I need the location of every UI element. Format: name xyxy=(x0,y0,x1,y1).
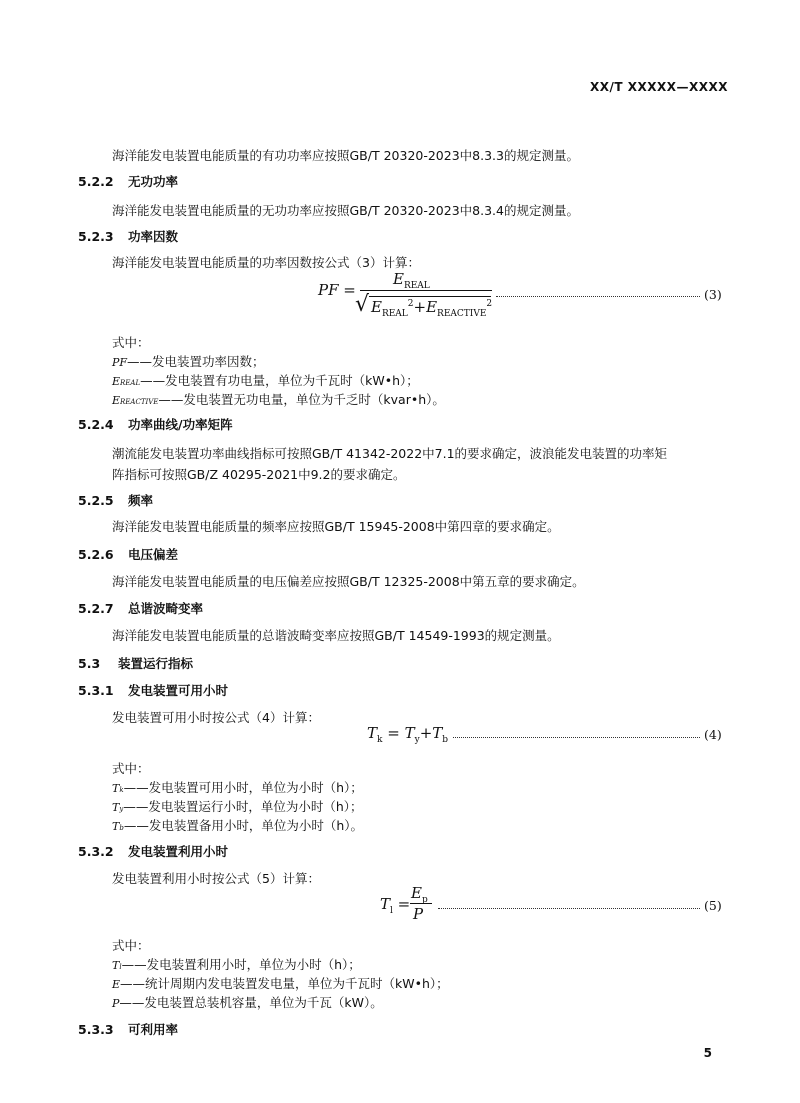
paragraph-power-curve-line1: 潮流能发电装置功率曲线指标可按照GB/T 41342-2022中7.1的要求确定，波浪能发电装置的功率矩 xyxy=(112,446,668,461)
section-title: 可利用率 xyxy=(128,1022,179,1037)
page-number: 5 xyxy=(703,1046,712,1060)
equation-5-denominator: P xyxy=(413,905,424,923)
paragraph-available-hours: 发电装置可用小时按公式（4）计算： xyxy=(112,710,320,725)
equation-5-numerator: $E_p$ xyxy=(411,884,428,905)
equation-5-lhs: $T_l$ = xyxy=(380,895,411,916)
paragraph-utilization-hours: 发电装置利用小时按公式（5）计算： xyxy=(112,871,320,886)
paragraph-voltage: 海洋能发电装置电能质量的电压偏差应按照GB/T 12325-2008中第五章的要求确定。 xyxy=(112,574,585,589)
section-title: 功率曲线/功率矩阵 xyxy=(128,417,233,432)
equation-3-number: (3) xyxy=(704,287,722,302)
equation-3-fraction-bar xyxy=(360,290,492,291)
section-number: 5.2.4 xyxy=(78,417,114,432)
definition-ty: Ty——发电装置运行小时，单位为小时（h）； xyxy=(112,799,363,814)
equation-4: $T_k = T_y+T_b$ xyxy=(367,724,449,745)
section-title: 发电装置可用小时 xyxy=(128,683,229,698)
sqrt-overline xyxy=(369,296,491,297)
paragraph-frequency: 海洋能发电装置电能质量的频率应按照GB/T 15945-2008中第四章的要求确定。 xyxy=(112,519,560,534)
section-5-3-2 xyxy=(78,842,228,860)
section-number: 5.3 xyxy=(78,656,101,671)
definition-e-reactive: EREACTIVE——发电装置无功电量，单位为千乏时（kvar•h）。 xyxy=(112,392,445,407)
where-label-5: 式中： xyxy=(112,938,150,953)
where-label-3: 式中： xyxy=(112,335,150,350)
section-number: 5.2.2 xyxy=(78,174,114,189)
equation-5-leader xyxy=(438,908,700,909)
section-5-2-3 xyxy=(78,227,178,245)
section-5-2-4 xyxy=(78,415,233,433)
section-title: 电压偏差 xyxy=(128,547,179,562)
section-5-3-1 xyxy=(78,681,228,699)
equation-5-fraction-bar xyxy=(410,903,432,904)
section-5-2-2 xyxy=(78,172,178,190)
sqrt-sign: √ xyxy=(355,292,370,317)
paragraph-active-power: 海洋能发电装置电能质量的有功功率应按照GB/T 20320-2023中8.3.3的规定测量。 xyxy=(112,148,579,163)
equation-3-denominator: $E_{REAL}^2+E_{REACTIVE}^2$ xyxy=(371,298,493,319)
document-header: XX/T XXXXX—XXXX xyxy=(589,80,728,94)
equation-4-number: (4) xyxy=(704,727,722,742)
section-number: 5.2.7 xyxy=(78,601,114,616)
section-number: 5.3.3 xyxy=(78,1022,114,1037)
section-5-3 xyxy=(78,654,193,672)
section-number: 5.2.5 xyxy=(78,493,114,508)
section-5-3-3 xyxy=(78,1020,178,1038)
equation-3-numerator: $E_{REAL}$ xyxy=(393,270,430,291)
paragraph-thd: 海洋能发电装置电能质量的总谐波畸变率应按照GB/T 14549-1993的规定测量。 xyxy=(112,628,560,643)
section-title: 发电装置利用小时 xyxy=(128,844,229,859)
equation-5-number: (5) xyxy=(704,898,722,913)
section-title: 总谐波畸变率 xyxy=(128,601,204,616)
equation-4-leader xyxy=(453,737,700,738)
section-number: 5.2.3 xyxy=(78,229,114,244)
definition-pf: PF——发电装置功率因数； xyxy=(112,354,265,369)
section-5-2-7 xyxy=(78,599,203,617)
section-5-2-6 xyxy=(78,545,178,563)
equation-3-leader xyxy=(496,296,700,297)
section-5-2-5 xyxy=(78,491,153,509)
paragraph-power-factor: 海洋能发电装置电能质量的功率因数按公式（3）计算： xyxy=(112,255,420,270)
equation-3-lhs: PF = xyxy=(318,281,356,299)
section-title: 频率 xyxy=(128,493,154,508)
section-title: 功率因数 xyxy=(128,229,179,244)
definition-p: P——发电装置总装机容量，单位为千瓦（kW）。 xyxy=(112,995,383,1010)
paragraph-reactive-power: 海洋能发电装置电能质量的无功功率应按照GB/T 20320-2023中8.3.4的规定测量。 xyxy=(112,203,579,218)
section-title: 装置运行指标 xyxy=(118,656,194,671)
section-number: 5.3.2 xyxy=(78,844,114,859)
section-title: 无功功率 xyxy=(128,174,179,189)
definition-tb: Tb——发电装置备用小时，单位为小时（h）。 xyxy=(112,818,364,833)
definition-e: E——统计周期内发电装置发电量，单位为千瓦时（kW•h）； xyxy=(112,976,449,991)
paragraph-power-curve-line2: 阵指标可按照GB/Z 40295-2021中9.2的要求确定。 xyxy=(112,467,406,482)
definition-tl: Tl——发电装置利用小时，单位为小时（h）； xyxy=(112,957,361,972)
section-number: 5.2.6 xyxy=(78,547,114,562)
definition-e-real: EREAL——发电装置有功电量，单位为千瓦时（kW•h）； xyxy=(112,373,419,388)
section-number: 5.3.1 xyxy=(78,683,114,698)
definition-tk: Tk——发电装置可用小时，单位为小时（h）； xyxy=(112,780,363,795)
where-label-4: 式中： xyxy=(112,761,150,776)
